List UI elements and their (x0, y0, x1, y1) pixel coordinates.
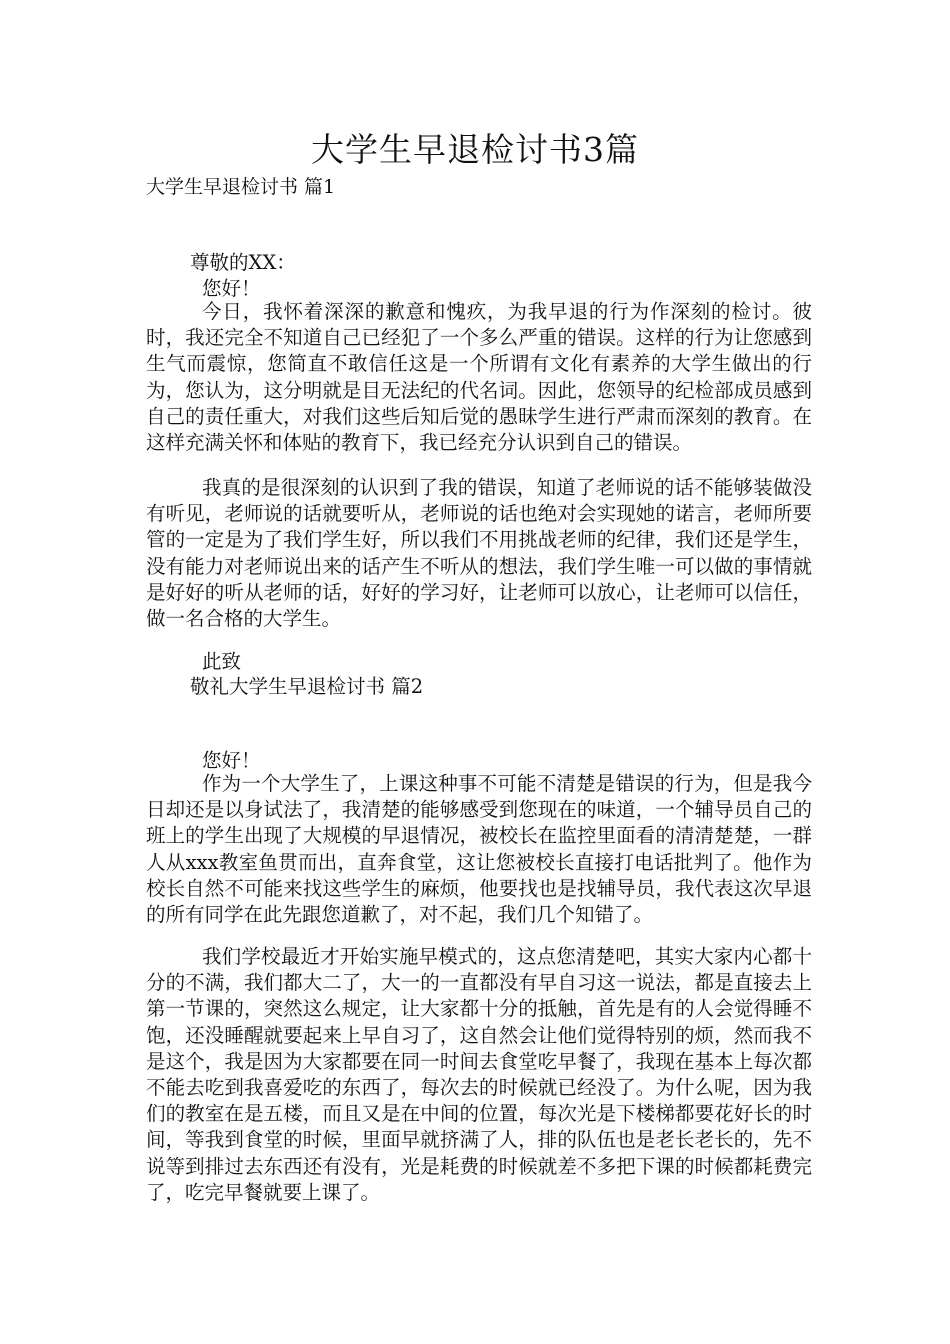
paragraph-3: 作为一个大学生了，上课这种事不可能不清楚是错误的行为，但是我今日却还是以身试法了，我清楚的能够感受到您现在的味道，一个辅导员自己的班上的学生出现了大规模的早退情况，被校长在监控里面看的清清楚楚，一群人从xxx教室鱼贯而出，直奔食堂，这让您被校长直接打电话批判了。他作为校长自然不可能来找这些学生的麻烦，他要找也是找辅导员，我代表这次早退的所有同学在此先跟您道歉了，对不起，我们几个知错了。 (146, 772, 812, 927)
closing: 此致 (202, 650, 242, 673)
paragraph-2: 我真的是很深刻的认识到了我的错误，知道了老师说的话不能够装做没有听见，老师说的话就要听从，老师说的话也绝对会实现她的诺言，老师所要管的一定是为了我们学生好，所以我们不用挑战老师的纪律，我们还是学生，没有能力对老师说出来的话产生不听从的想法，我们学生唯一可以做的事情就是好好的听从老师的话，好好的学习好，让老师可以放心，让老师可以信任，做一名合格的大学生。 (146, 476, 812, 631)
paragraph-1: 今日，我怀着深深的歉意和愧疚，为我早退的行为作深刻的检讨。彼时，我还完全不知道自己已经犯了一个多么严重的错误。这样的行为让您感到生气而震惊，您简直不敢信任这是一个所谓有文化有素养的大学生做出的行为，您认为，这分明就是目无法纪的代名词。因此，您领导的纪检部成员感到自己的责任重大，对我们这些后知后觉的愚昧学生进行严肃而深刻的教育。在这样充满关怀和体贴的教育下，我已经充分认识到自己的错误。 (146, 300, 812, 455)
greeting-1: 您好！ (202, 277, 261, 300)
paragraph-4: 我们学校最近才开始实施早模式的，这点您清楚吧，其实大家内心都十分的不满，我们都大二了，大一的一直都没有早自习这一说法，都是直接去上第一节课的，突然这么规定，让大家都十分的抵触，首先是有的人会觉得睡不饱，还没睡醒就要起来上早自习了，这自然会让他们觉得特别的烦，然而我不是这个，我是因为大家都要在同一时间去食堂吃早餐了，我现在基本上每次都不能去吃到我喜爱吃的东西了，每次去的时候就已经没了。为什么呢，因为我们的教室在是五楼，而且又是在中间的位置，每次光是下楼梯都要花好长的时间，等我到食堂的时候，里面早就挤满了人，排的队伍也是老长老长的，先不说等到排过去东西还有没有，光是耗费的时候就差不多把下课的时候都耗费完了，吃完早餐就要上课了。 (146, 945, 812, 1204)
document-title: 大学生早退检讨书3篇 (311, 130, 639, 169)
greeting-2: 您好！ (202, 749, 261, 772)
section-1-heading: 大学生早退检讨书 篇1 (146, 176, 336, 198)
salutation: 尊敬的XX： (190, 251, 296, 274)
section-2-heading: 敬礼大学生早退检讨书 篇2 (190, 675, 424, 698)
